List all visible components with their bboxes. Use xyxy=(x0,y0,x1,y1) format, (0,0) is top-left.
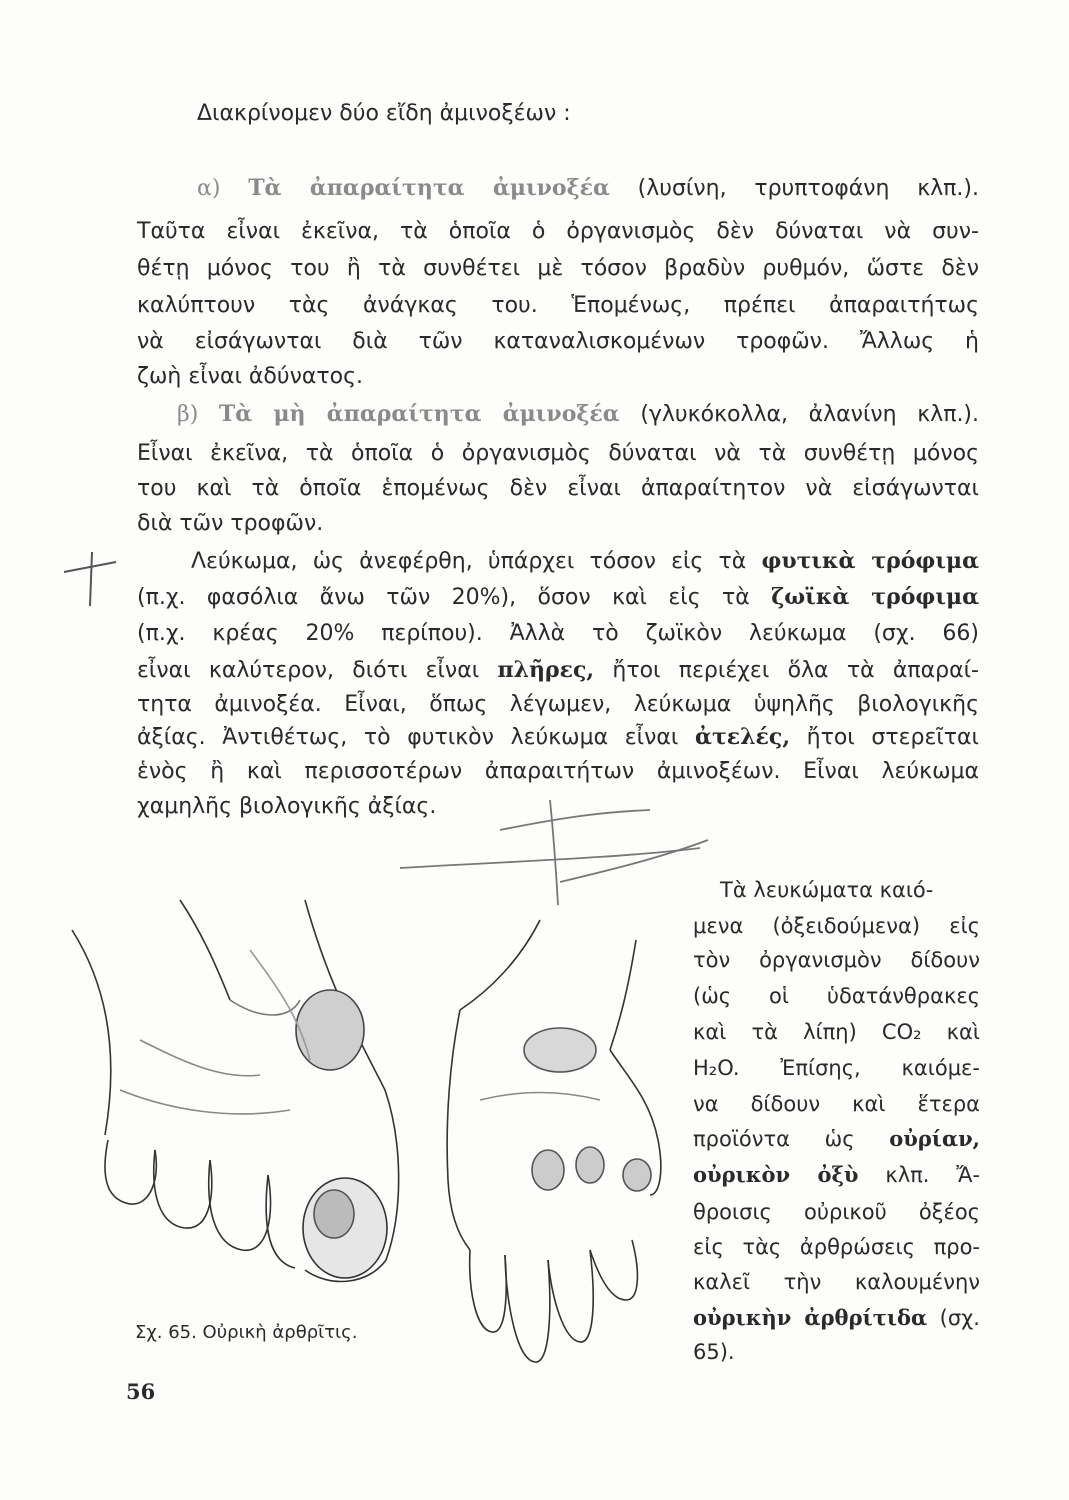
p3-bold-complete: πλῆρες, xyxy=(497,657,595,683)
paragraph3-line-3: (π.χ. κρέας 20% περίπου). Ἀλλὰ τὸ ζωϊκὸν λεύκωμα (σχ. 66) xyxy=(137,621,979,646)
side-line-6: H₂O. Ἐπίσης, καιόμε- xyxy=(693,1056,980,1080)
intro-line: Διακρίνομεν δύο εἴδη ἀμινοξέων : xyxy=(197,101,571,126)
side-text: κλπ. Ἄ- xyxy=(885,1163,980,1187)
section-a-line-2: θέτῃ μόνος του ἢ τὰ συνθέτει μὲ τόσον βραδὺν ρυθμόν, ὥστε δὲν xyxy=(137,256,979,281)
section-b-examples: (γλυκόκολλα, ἀλανίνη κλπ.). xyxy=(640,402,980,427)
section-b-line-2: του καὶ τὰ ὁποῖα ἑπομένως δὲν εἶναι ἀπαραίτητον νὰ εἰσάγωνται xyxy=(137,476,979,501)
side-line-2: μενα (ὀξειδούμενα) εἰς xyxy=(693,914,980,938)
pencil-lines-mark xyxy=(400,800,708,905)
side-line-10: θροισις οὐρικοῦ ὀξέος xyxy=(693,1200,980,1224)
section-a-line-1: Ταῦτα εἶναι ἐκεῖνα, τὰ ὁποῖα ὁ ὀργανισμὸς δὲν δύναται νὰ συν- xyxy=(137,219,979,244)
section-b-label: β) xyxy=(177,402,199,427)
page-number: 56 xyxy=(126,1379,156,1404)
p3-text: εἶναι καλύτερον, διότι εἶναι xyxy=(137,658,480,683)
p3-bold-incomplete: ἀτελές, xyxy=(695,724,790,750)
side-line-11: εἰς τὰς ἀρθρώσεις προ- xyxy=(693,1235,980,1259)
side-line-3: τὸν ὀργανισμὸν δίδουν xyxy=(693,948,980,972)
side-bold-uric-acid: οὐρικὸν ὀξὺ xyxy=(693,1162,859,1187)
section-b-line-3: διὰ τῶν τροφῶν. xyxy=(137,511,324,536)
side-line-4: (ὡς οἱ ὑδατάνθρακες xyxy=(693,984,980,1008)
pencil-cross-mark xyxy=(64,552,116,606)
section-a-label: α) xyxy=(197,176,221,201)
p3-text: Λεύκωμα, ὡς ἀνεφέρθη, ὑπάρχει τόσον εἰς τὰ xyxy=(191,549,747,574)
paragraph3-line-7: ἑνὸς ἢ καὶ περισσοτέρων ἀπαραιτήτων ἀμινοξέων. Εἶναι λεύκωμα xyxy=(137,759,979,784)
paragraph3-line-8: χαμηλῆς βιολογικῆς ἀξίας. xyxy=(137,794,437,819)
p3-bold-plant-foods: φυτικὰ τρόφιμα xyxy=(761,548,980,574)
side-line-7: να δίδουν καὶ ἕτερα xyxy=(693,1092,980,1116)
figure-caption: Σχ. 65. Οὐρικὴ ἀρθρῖτις. xyxy=(135,1322,358,1343)
p3-text: ἤτοι περιέχει ὅλα τὰ ἀπαραί- xyxy=(612,658,980,683)
section-a-line-4: νὰ εἰσάγωνται διὰ τῶν καταναλισκομένων τροφῶν. Ἄλλως ἡ xyxy=(137,329,979,354)
section-a-line-3: καλύπτουν τὰς ἀνάγκας του. Ἑπομένως, πρέπει ἀπαραιτήτως xyxy=(137,293,979,318)
section-a-heading: Τὰ ἀπαραίτητα ἀμινοξέα xyxy=(248,175,610,201)
side-text: (σχ. xyxy=(939,1306,980,1330)
section-a-line-5: ζωὴ εἶναι ἀδύνατος. xyxy=(137,364,363,389)
side-bold-gout: οὐρικὴν ἀρθρίτιδα xyxy=(693,1305,928,1330)
gouty-foot-illustration xyxy=(72,900,399,1281)
side-line-1: Τὰ λευκώματα καιό- xyxy=(720,878,934,902)
paragraph3-line-5: τητα ἀμινοξέα. Εἶναι, ὅπως λέγωμεν, λεύκωμα ὑψηλῆς βιολογικῆς xyxy=(137,692,979,717)
side-text: προϊόντα ὡς xyxy=(693,1127,855,1151)
section-b-line-1: Εἶναι ἐκεῖνα, τὰ ὁποῖα ὁ ὀργανισμὸς δύναται νὰ τὰ συνθέτῃ μόνος xyxy=(137,441,979,466)
gouty-hand-illustration xyxy=(447,920,661,1362)
p3-text: ἀξίας. Ἀντιθέτως, τὸ φυτικὸν λεύκωμα εἶναι xyxy=(137,725,679,750)
section-a-examples: (λυσίνη, τρυπτοφάνη κλπ.). xyxy=(637,176,979,201)
side-line-5: καὶ τὰ λίπη) CO₂ καὶ xyxy=(693,1020,980,1044)
side-line-14: 65). xyxy=(693,1340,735,1364)
p3-text: ἤτοι στερεῖται xyxy=(806,725,979,750)
p3-bold-animal-foods: ζωϊκὰ τρόφιμα xyxy=(771,584,979,610)
p3-text: (π.χ. φασόλια ἄνω τῶν 20%), ὅσον καὶ εἰς τὰ xyxy=(137,585,750,610)
section-b-heading: Τὰ μὴ ἀπαραίτητα ἀμινοξέα xyxy=(218,401,620,427)
side-line-12: καλεῖ τὴν καλουμένην xyxy=(693,1270,980,1294)
side-bold-urea: οὐρίαν, xyxy=(889,1126,980,1151)
